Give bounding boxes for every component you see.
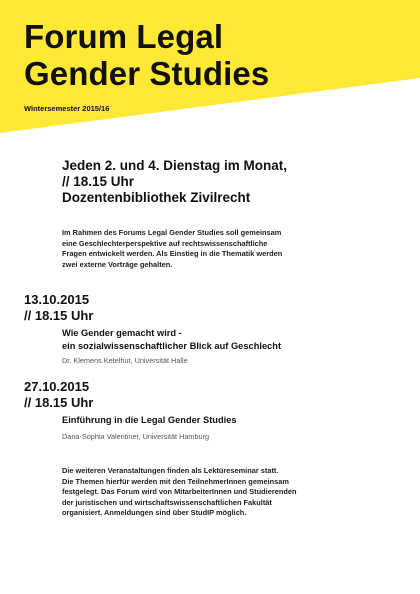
event-2-speaker: Dana-Sophia Valentiner, Universität Hamburg [62,432,210,441]
closing-line: Die weiteren Veranstaltungen finden als Lektüreseminar statt. [62,466,279,475]
event-2-title [62,414,237,427]
semester-label: Wintersemester 2015/16 [24,104,110,113]
event-1-title-line-2: ein sozialwissenschaftlicher Blick auf Geschlecht [62,340,282,351]
schedule-line-days: Jeden 2. und 4. Dienstag im Monat, [62,158,288,173]
intro-line: Fragen entwickelt werden. Als Einstieg in die Thematik werden [62,249,283,258]
intro-line: zwei externe Vorträge gehalten. [62,259,173,269]
schedule-line-time: // 18.15 Uhr [62,174,135,189]
event-2-time: // 18.15 Uhr [24,394,94,410]
event-2-title-line-1: Einführung in die Legal Gender Studies [62,415,237,425]
intro-line: eine Geschlechterperspektive auf rechtswissenschaftliche [62,238,268,248]
closing-line: der juristischen und wirtschaftswissenschaftlichen Fakultät [62,497,272,507]
event-2-date: 27.10.2015 [24,379,90,394]
event-1-title [62,327,281,352]
event-1-speaker: Dr. Klemens Ketelhut, Universität Halle [62,356,188,365]
event-1-date: 13.10.2015 [24,292,90,307]
event-1-title-line-1: Wie Gender gemacht wird - [62,328,182,338]
closing-paragraph [62,466,362,519]
poster-title-line-1: Forum Legal [24,18,224,55]
event-1-time: // 18.15 Uhr [24,307,94,323]
closing-line: festgelegt. Das Forum wird von MitarbeiterInnen und Studierenden [62,487,297,496]
closing-line: Die Themen hierfür werden mit den TeilnehmerInnen gemeinsam [62,476,289,486]
poster-title-line-2: Gender Studies [24,55,270,92]
schedule-line-location: Dozentenbibliothek Zivilrecht [62,190,251,205]
intro-line: Im Rahmen des Forums Legal Gender Studies soll gemeinsam [62,228,282,237]
event-2-datetime [24,379,93,410]
intro-paragraph [62,228,362,270]
schedule-info [62,158,287,206]
event-1-datetime [24,292,93,323]
closing-line: organisiert. Anmeldungen sind über StudIP möglich. [62,508,247,517]
